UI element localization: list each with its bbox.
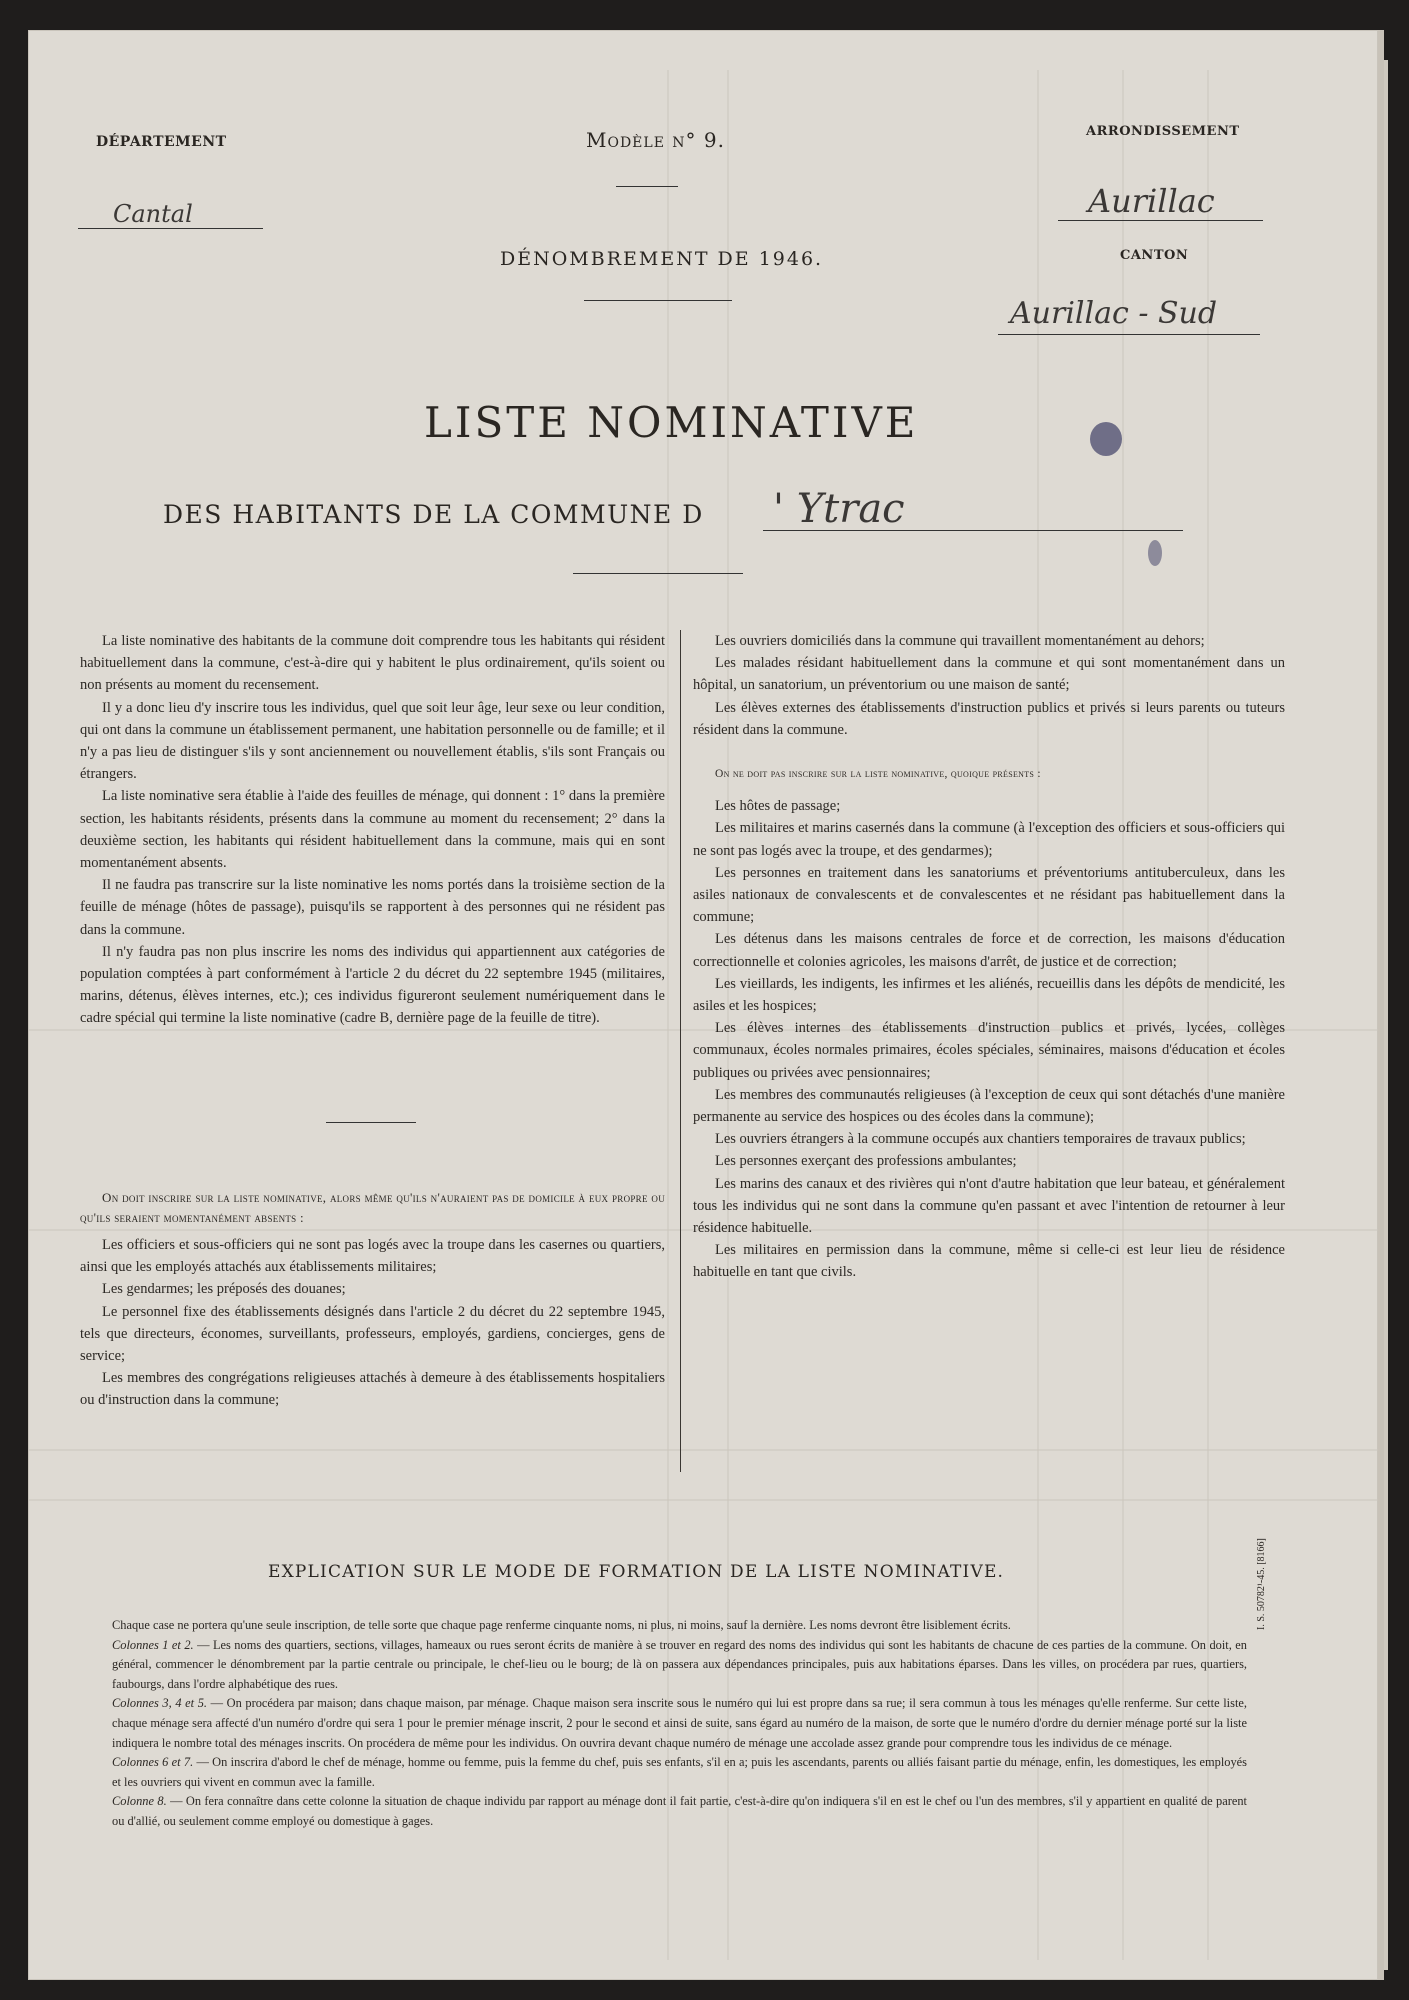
left-paragraph: Il ne faudra pas transcrire sur la liste nominative les noms portés dans la troisième section de la feuille de ménage (hôtes de passage), puisqu'ils se rapportent à des personnes qui ne résident pas dans la commune.: [80, 877, 665, 938]
commune-value: ' Ytrac: [773, 486, 905, 532]
exclusion-item: Les personnes exerçant des professions ambulantes;: [715, 1153, 1017, 1170]
exclusion-item: Les hôtes de passage;: [715, 798, 841, 815]
ink-stain: [1148, 540, 1162, 566]
commune-title: DES HABITANTS DE LA COMMUNE D: [163, 500, 704, 529]
exclusion-item: Les marins des canaux et des rivières qui n'ont d'autre habitation que leur bateau, et généralement tous les individus qui ne sont dans la commune qu'en passant et avec l'intention de retourner à leur résidence habituelle.: [693, 1175, 1285, 1237]
col8-label: Colonne 8.: [112, 1794, 167, 1809]
right-item: Les élèves externes des établissements d'instruction publics et privés si leurs parents ou tuteurs résident dans la commune.: [693, 699, 1285, 738]
canton-label: CANTON: [1120, 248, 1189, 263]
exclusion-item: Les détenus dans les maisons centrales de force et de correction, les maisons d'éducation correctionnelle et colonies agricoles, les maisons d'arrêt, de justice et de correction;: [693, 931, 1285, 970]
denombrement-rule: [584, 300, 732, 301]
departement-label: DÉPARTEMENT: [96, 134, 227, 150]
col67-text: — On inscrira d'abord le chef de ménage, homme ou femme, puis la femme du chef, puis ses enfants, s'il en a; puis les ascendants, parents ou alliés faisant partie du ménage, enfin, les domestiques, les employés et les ouvriers qui vivent en commun avec la famille.: [112, 1755, 1247, 1789]
canton-value: Aurillac - Sud: [1010, 296, 1218, 331]
exclusion-item: Les élèves internes des établissements d'instruction publics et privés, lycées, collèges communaux, écoles normales primaires, écoles spéciales, séminaires, maisons d'éducation et écoles publiques ou privées avec pensionnaires;: [693, 1020, 1285, 1081]
col67-label: Colonnes 6 et 7.: [112, 1755, 194, 1770]
arrondissement-value: Aurillac: [1088, 182, 1215, 220]
column-divider: [680, 630, 681, 1472]
exclusion-item: Les personnes en traitement dans les sanatoriums et préventoriums antituberculeux, dans les asiles nationaux de convalescents et de convalescentes et ne résidant pas habituellement dans la commune;: [693, 864, 1285, 926]
departement-value: Cantal: [113, 200, 193, 228]
exclusion-item: Les ouvriers étrangers à la commune occupés aux chantiers temporaires de travaux publics;: [715, 1131, 1246, 1148]
printer-code: I. S. 50782¹-45. [8166]: [1256, 1538, 1267, 1630]
col12-label: Colonnes 1 et 2.: [112, 1637, 194, 1652]
left-paragraph: La liste nominative des habitants de la commune doit comprendre tous les habitants qui résident habituellement dans la commune, c'est-à-dire qui y habitent le plus ordinairement, qu'ils soient ou non présents au moment du recensement.: [80, 633, 665, 694]
col8-text: — On fera connaître dans cette colonne la situation de chaque individu par rapport au ménage dont il fait partie, c'est-à-dire qu'on indiquera s'il en est le chef ou l'un des membres, s'il y appartient en qualité de parent ou d'allié, ou seulement comme employé ou domestique à gages.: [112, 1794, 1247, 1828]
inclusion-item: Les officiers et sous-officiers qui ne sont pas logés avec la troupe dans les casernes ou quartiers, ainsi que les employés attachés aux établissements militaires;: [80, 1237, 665, 1276]
explication-col67: [112, 1753, 1247, 1792]
right-item: Les ouvriers domiciliés dans la commune qui travaillent momentanément au dehors;: [715, 633, 1205, 649]
left-separator: [326, 1122, 416, 1123]
census-form-page: [28, 30, 1378, 1980]
departement-underline: [78, 228, 263, 229]
explication-col345: [112, 1694, 1247, 1753]
modele-number: Modèle n° 9.: [586, 128, 725, 152]
arrondissement-underline: [1058, 220, 1263, 221]
exclusion-heading: On ne doit pas inscrire sur la liste nominative, quoique présents :: [715, 768, 1041, 781]
explication-col8: [112, 1792, 1247, 1831]
denombrement-title: DÉNOMBREMENT DE 1946.: [500, 248, 824, 270]
arrondissement-label: ARRONDISSEMENT: [1086, 124, 1240, 139]
left-column-inclusions: [80, 1188, 665, 1412]
col12-text: — Les noms des quartiers, sections, villages, hameaux ou rues seront écrits de manière à se trouver en regard des noms des individus qui sont les habitants de chacune de ces parties de la commune. On doit, en général, commencer le dénombrement par la partie centrale ou principale, le chef-lieu ou le bourg; de là on passera aux dépendances principales, puis aux habitations éparses. Dans les villes, on procédera par rues, quartiers, faubourgs, dans l'ordre alphabétique des rues.: [112, 1637, 1247, 1691]
title-rule: [573, 573, 743, 574]
explication-intro: Chaque case ne portera qu'une seule inscription, de telle sorte que chaque page renferme cinquante noms, ni plus, ni moins, sauf la dernière. Les noms devront être lisiblement écrits.: [112, 1618, 1011, 1632]
col345-label: Colonnes 3, 4 et 5.: [112, 1696, 207, 1711]
inclusion-heading: On doit inscrire sur la liste nominative, alors même qu'ils n'auraient pas de domicile à eux propre ou qu'ils seraient momentanément absents :: [80, 1190, 665, 1225]
exclusion-item: Les militaires en permission dans la commune, même si celle-ci est leur lieu de résidence habituelle en tant que civils.: [693, 1242, 1285, 1281]
col345-text: — On procédera par maison; dans chaque maison, par ménage. Chaque maison sera inscrite sous le numéro qui lui est propre dans sa rue; il sera commun à tous les ménages qu'elle renferme. Sur cette liste, chaque ménage sera affecté d'un numéro d'ordre qui sera 1 pour le premier ménage inscrit, 2 pour le second et ainsi de suite, sans égard au numéro de la maison, de sorte que le numéro d'ordre du dernier ménage porté sur la liste indiquera le nombre total des ménages inscrits. On procédera de même pour les individus. On ouvrira devant chaque numéro de ménage une accolade assez grande pour comprendre tous les individus de ce ménage.: [112, 1696, 1247, 1750]
exclusion-item: Les militaires et marins casernés dans la commune (à l'exception des officiers et sous-officiers qui ne sont pas logés avec la troupe, et des gendarmes);: [693, 820, 1285, 859]
exclusion-item: Les vieillards, les indigents, les infirmes et les aliénés, recueillis dans les dépôts de mendicité, les asiles et les hospices;: [693, 975, 1285, 1015]
canton-underline: [998, 334, 1260, 335]
left-column: [80, 630, 665, 1030]
left-paragraph: Il y a donc lieu d'y inscrire tous les individus, quel que soit leur âge, leur sexe ou leur condition, qui ont dans la commune un établissement permanent, une habitation personnelle ou de famille; et il n'y a pas lieu de distinguer s'ils y sont anciennement ou nouvellement établis, s'ils sont Français ou étrangers.: [80, 699, 665, 783]
left-paragraph: Il n'y faudra pas non plus inscrire les noms des individus qui appartiennent aux catégories de population comptées à part conformément à l'article 2 du décret du 22 septembre 1945 (militaires, marins, détenus, élèves internes, etc.); ces individus figureront seulement numériquement dans le cadre spécial qui termine la liste nominative (cadre B, dernière page de la feuille de titre).: [80, 943, 665, 1027]
explication-body: [112, 1616, 1247, 1832]
left-paragraph: La liste nominative sera établie à l'aide des feuilles de ménage, qui donnent : 1° dans la première section, les habitants résidents, présents dans la commune au moment du recensement; 2° dans la deuxième section, les habitants qui résident habituellement dans la commune, mais qui en sont momentanément absents.: [80, 788, 665, 872]
inclusion-item: Les membres des congrégations religieuses attachés à demeure à des établissements hospitaliers ou d'instruction dans la commune;: [80, 1370, 665, 1409]
inclusion-item: Les gendarmes; les préposés des douanes;: [102, 1281, 346, 1298]
exclusion-item: Les membres des communautés religieuses (à l'exception de ceux qui sont détachés d'une manière permanente au service des hospices ou des écoles dans la commune);: [693, 1086, 1285, 1126]
modele-rule: [616, 186, 678, 187]
main-title: LISTE NOMINATIVE: [424, 398, 919, 447]
inclusion-item: Le personnel fixe des établissements désignés dans l'article 2 du décret du 22 septembre 1945, tels que directeurs, économes, surveillants, professeurs, employés, gardiens, concierges, gens de service;: [80, 1303, 665, 1365]
commune-underline: [763, 530, 1183, 531]
explication-title: EXPLICATION SUR LE MODE DE FORMATION DE LA LISTE NOMINATIVE.: [268, 1562, 1005, 1582]
explication-col12: [112, 1636, 1247, 1695]
right-column: [693, 630, 1285, 1284]
right-item: Les malades résidant habituellement dans la commune et qui sont momentanément dans un hôpital, un sanatorium, un préventorium ou une maison de santé;: [693, 655, 1285, 694]
ink-stain: [1090, 422, 1122, 456]
